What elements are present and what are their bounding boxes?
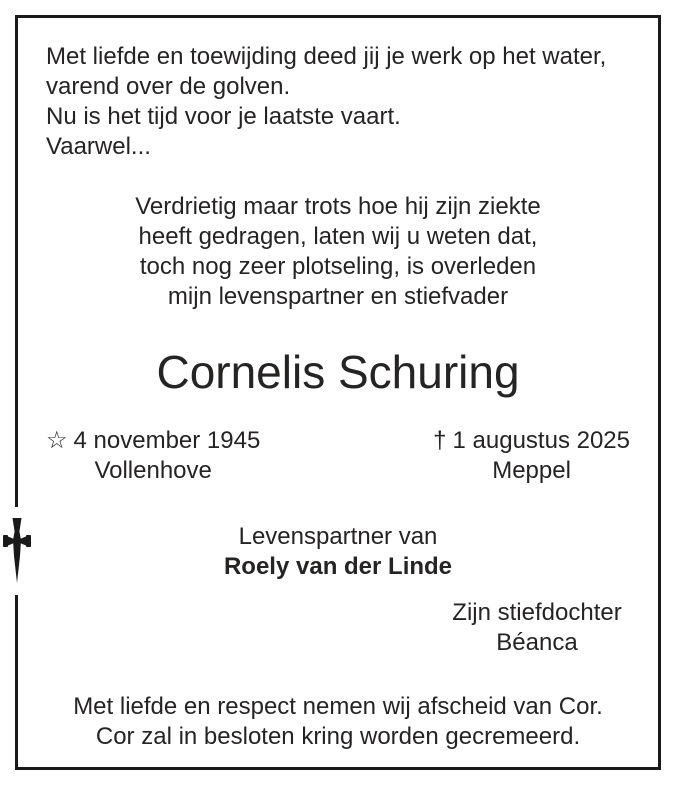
poem-line: varend over de golven. (46, 73, 291, 100)
announcement-text (46, 192, 630, 312)
closing-line: Met liefde en respect nemen wij afscheid van Cor. (73, 693, 603, 720)
poem-line: Met liefde en toewijding deed jij je werk op het water, (46, 43, 607, 70)
birth-death-row (46, 426, 630, 486)
death-dagger-icon: † (433, 427, 447, 454)
deceased-name: Cornelis Schuring (156, 346, 520, 398)
stepdaughter-name: Béanca (496, 629, 578, 656)
closing-text (46, 692, 630, 752)
obituary-notice-frame (15, 15, 661, 770)
birth-info (46, 426, 260, 486)
birth-place: Vollenhove (94, 457, 212, 484)
stepdaughter-label: Zijn stiefdochter (452, 599, 622, 626)
announcement-line: heeft gedragen, laten wij u weten dat, (138, 223, 538, 250)
announcement-line: Verdrietig maar trots hoe hij zijn ziekte (135, 193, 541, 220)
stepdaughter-block (444, 598, 630, 658)
birth-date: 4 november 1945 (73, 427, 261, 454)
partner-name: Roely van der Linde (223, 553, 453, 580)
partner-block (46, 522, 630, 582)
announcement-line: toch nog zeer plotseling, is overleden (139, 253, 537, 280)
death-info (433, 426, 630, 486)
partner-label: Levenspartner van (238, 523, 438, 550)
death-place: Meppel (492, 457, 571, 484)
birth-star-icon: ☆ (46, 427, 68, 454)
memorial-cross-box (0, 507, 34, 595)
poem-line: Vaarwel... (46, 133, 151, 160)
death-date-line (433, 426, 630, 456)
death-date: 1 augustus 2025 (452, 427, 630, 454)
birth-date-line (46, 426, 260, 456)
poem-line: Nu is het tijd voor je laatste vaart. (46, 103, 401, 130)
announcement-line: mijn levenspartner en stiefvader (167, 283, 509, 310)
memorial-cross-icon (3, 518, 31, 584)
opening-poem (46, 42, 630, 162)
closing-line: Cor zal in besloten kring worden gecremeerd. (95, 723, 581, 750)
